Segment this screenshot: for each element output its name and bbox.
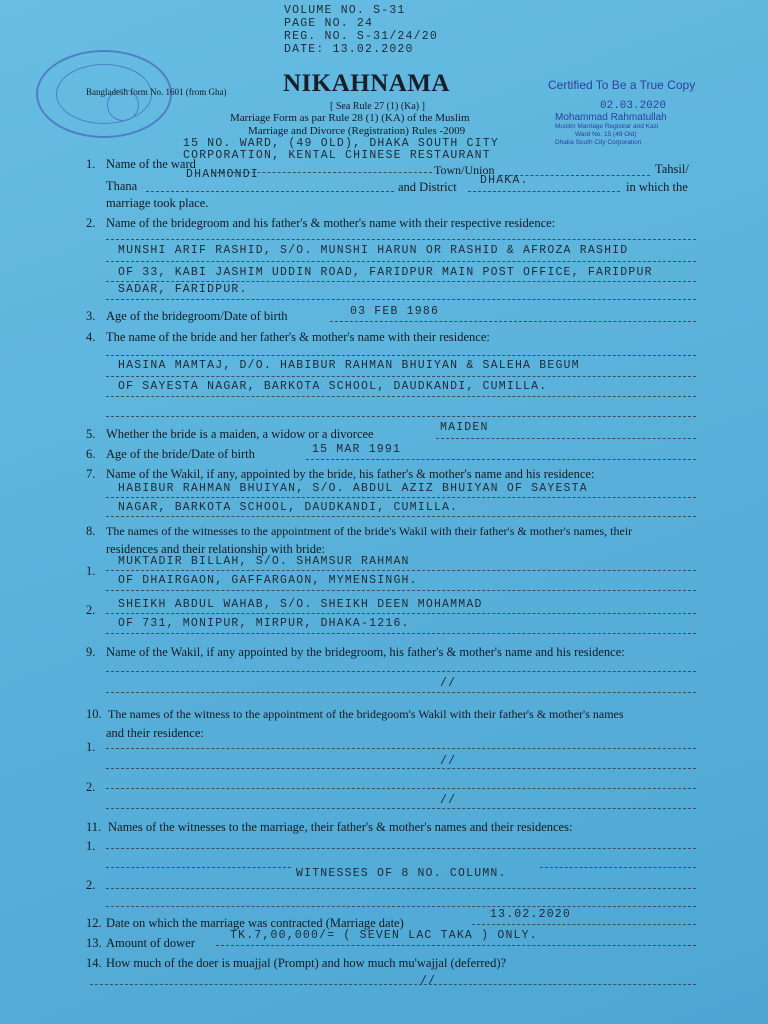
ward-line-2: CORPORATION, KENTAL CHINESE RESTAURANT — [183, 149, 491, 162]
field-number: 12. — [86, 916, 102, 930]
witness-number: 2. — [86, 878, 96, 892]
field-6-label: Age of the bride/Date of birth — [106, 447, 255, 461]
field-number: 8. — [86, 524, 96, 538]
witness-2-line-1: SHEIKH ABDUL WAHAB, S/O. SHEIKH DEEN MOHAMMAD — [118, 598, 483, 611]
field-number: 3. — [86, 309, 96, 323]
witness-number: 2. — [86, 603, 96, 617]
form-reference: Bangladesh form No. 1601 (from Gha) — [86, 87, 227, 97]
page-no: PAGE NO. 24 — [284, 17, 374, 30]
ward-line-1: 15 NO. WARD, (49 OLD), DHAKA SOUTH CITY — [183, 137, 499, 150]
field-number: 2. — [86, 216, 96, 230]
field-13-label: Amount of dower — [106, 936, 195, 950]
marriage-witnesses: WITNESSES OF 8 NO. COLUMN. — [296, 867, 507, 880]
field-number: 4. — [86, 330, 96, 344]
bride-wakil-line-1: HABIBUR RAHMAN BHUIYAN, S/O. ABDUL AZIZ BHUIYAN OF SAYESTA — [118, 482, 588, 495]
groom-dob: 03 FEB 1986 — [350, 305, 440, 318]
field-5-label: Whether the bride is a maiden, a widow or a divorcee — [106, 427, 374, 441]
field-8-label-a: The names of the witnesses to the appointment of the bride's Wakil with their father's & mother's names, their — [106, 524, 633, 538]
in-which-label: in which the — [626, 180, 688, 194]
field-number: 14. — [86, 956, 102, 970]
field-2-label: Name of the bridegroom and his father's & mother's name with their respective residence: — [106, 216, 556, 230]
subtitle-rule: [ Sea Rule 27 (1) (Ka) ] — [330, 101, 425, 112]
witness-2-line-2: OF 731, MONIPUR, MIRPUR, DHAKA-1216. — [118, 617, 410, 630]
field-1-label: Name of the ward — [106, 157, 196, 171]
field-number: 5. — [86, 427, 96, 441]
field-number: 1. — [86, 157, 96, 171]
field-number: 9. — [86, 645, 96, 659]
dower-split-value: // — [420, 975, 437, 988]
groom-wakil-value: // — [440, 677, 457, 690]
field-9-label: Name of the Wakil, if any appointed by the bridegroom, his father's & mother's name and his residence: — [106, 645, 625, 659]
field-3-label: Age of the bridegroom/Date of birth — [106, 309, 288, 323]
bride-dob: 15 MAR 1991 — [312, 443, 402, 456]
field-number: 11. — [86, 820, 102, 834]
header-date: DATE: 13.02.2020 — [284, 43, 414, 56]
marriage-took-place-label: marriage took place. — [106, 196, 209, 210]
certified-copy-stamp: Certified To Be a True Copy — [548, 78, 696, 92]
witness-number: 1. — [86, 839, 96, 853]
town-union-label: Town/Union — [434, 163, 495, 177]
field-12-label: Date on which the marriage was contracted (Marriage date) — [106, 916, 404, 930]
field-number: 7. — [86, 467, 96, 481]
thana-value: DHANMONDI — [186, 168, 259, 181]
stamp-ward: Ward No. 15 (49 Old) — [575, 131, 637, 138]
field-7-label: Name of the Wakil, if any, appointed by the bride, his father's & mother's name and his residence: — [106, 467, 595, 481]
dower-amount: TK.7,00,000/= ( SEVEN LAC TAKA ) ONLY. — [230, 929, 538, 942]
groom-line-3: SADAR, FARIDPUR. — [118, 283, 248, 296]
groom-line-2: OF 33, KABI JASHIM UDDIN ROAD, FARIDPUR MAIN POST OFFICE, FARIDPUR — [118, 266, 653, 279]
witness-number: 2. — [86, 780, 96, 794]
subtitle-form: Marriage Form as par Rule 28 (1) (KA) of the Muslim — [230, 112, 470, 124]
field-number: 10. — [86, 707, 102, 721]
stamp-corporation: Dhaka South City Corporation — [555, 139, 642, 146]
groom-line-1: MUNSHI ARIF RASHID, S/O. MUNSHI HARUN OR RASHID & AFROZA RASHID — [118, 244, 629, 257]
marriage-date: 13.02.2020 — [490, 908, 572, 921]
stamp-date: 02.03.2020 — [600, 100, 667, 112]
document-title: NIKAHNAMA — [283, 70, 450, 97]
groom-wakil-witness-1: // — [440, 755, 457, 768]
field-10-label-b: and their residence: — [106, 726, 204, 740]
bride-line-1: HASINA MAMTAJ, D/O. HABIBUR RAHMAN BHUIYAN & SALEHA BEGUM — [118, 359, 580, 372]
field-8-label-b: residences and their relationship with bride: — [106, 542, 326, 556]
stamp-name: Mohammad Rahmatullah — [555, 112, 667, 123]
reg-no: REG. NO. S-31/24/20 — [284, 30, 438, 43]
bride-status: MAIDEN — [440, 421, 489, 434]
field-10-label-a: The names of the witness to the appointment of the bridegoom's Wakil with their father's & mother's names — [108, 707, 624, 721]
field-number: 6. — [86, 447, 96, 461]
bride-line-2: OF SAYESTA NAGAR, BARKOTA SCHOOL, DAUDKANDI, CUMILLA. — [118, 380, 548, 393]
witness-1-line-2: OF DHAIRGAON, GAFFARGAON, MYMENSINGH. — [118, 574, 418, 587]
groom-wakil-witness-2: // — [440, 794, 457, 807]
bride-wakil-line-2: NAGAR, BARKOTA SCHOOL, DAUDKANDI, CUMILLA. — [118, 501, 459, 514]
subtitle-rules: Marriage and Divorce (Registration) Rules -2009 — [248, 125, 466, 137]
field-number: 13. — [86, 936, 102, 950]
witness-number: 1. — [86, 740, 96, 754]
district-value: DHAKA. — [480, 174, 529, 187]
witness-number: 1. — [86, 564, 96, 578]
district-label: and District — [398, 180, 457, 194]
tahsil-label: Tahsil/ — [655, 162, 689, 176]
field-14-label: How much of the doer is muajjal (Prompt) and how much mu'wajjal (deferred)? — [106, 956, 507, 970]
thana-label: Thana — [106, 179, 138, 193]
field-4-label: The name of the bride and her father's & mother's name with their residence: — [106, 330, 490, 344]
volume-no: VOLUME NO. S-31 — [284, 4, 406, 17]
stamp-title: Muslim Marriage Registrar and Kazi — [555, 123, 659, 130]
field-11-label: Names of the witnesses to the marriage, their father's & mother's names and their residences: — [108, 820, 573, 834]
witness-1-line-1: MUKTADIR BILLAH, S/O. SHAMSUR RAHMAN — [118, 555, 410, 568]
